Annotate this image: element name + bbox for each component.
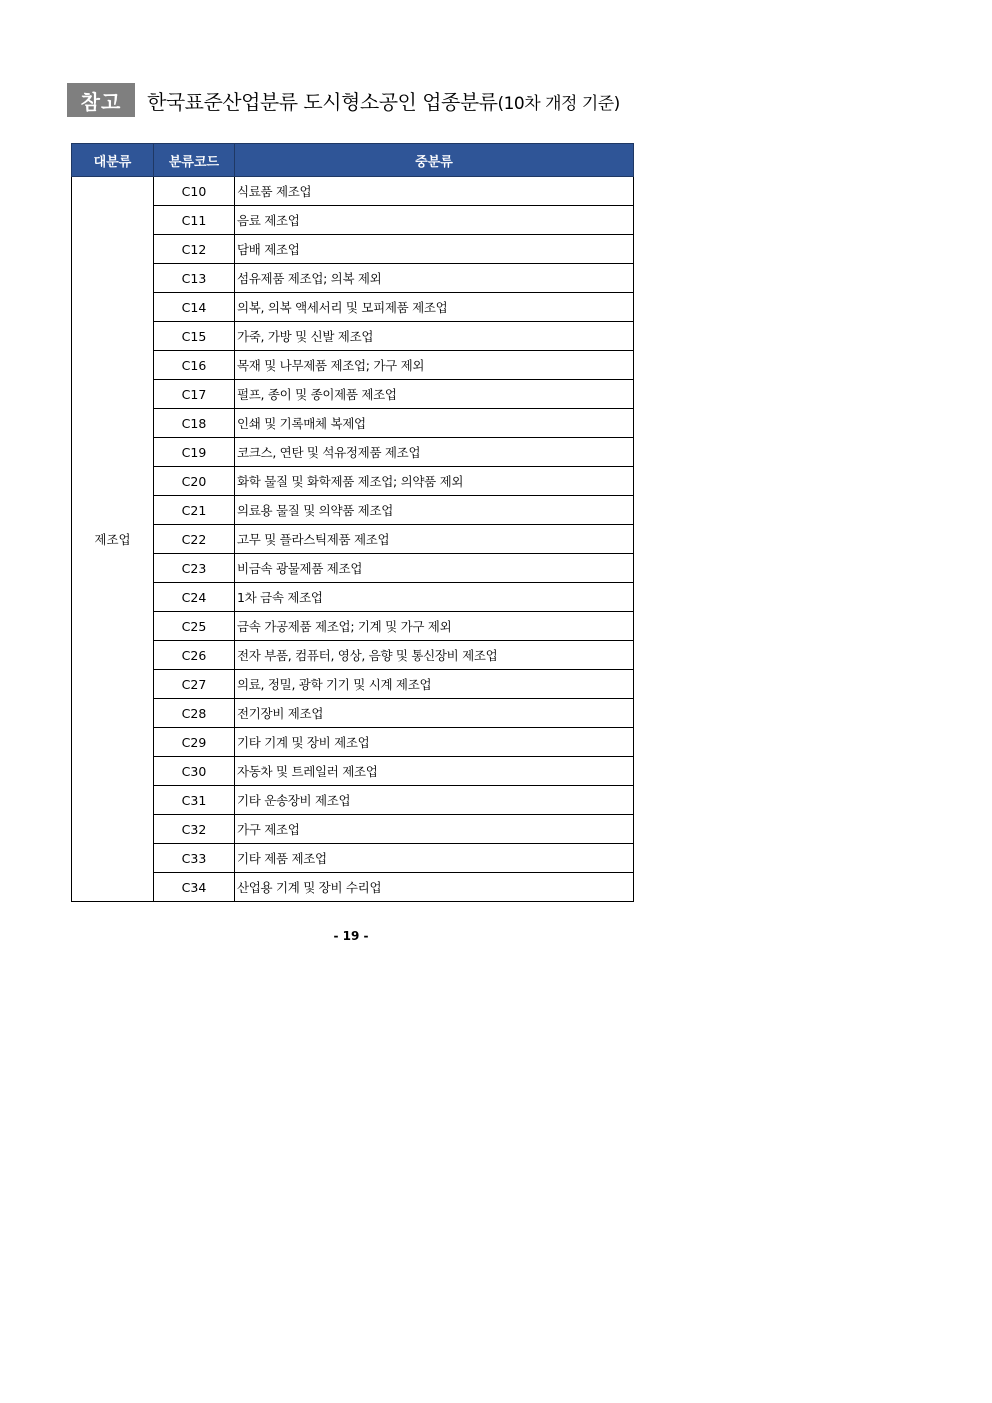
table-row (72, 670, 634, 699)
mid-category-cell: 가구 제조업 (235, 815, 634, 844)
table-body (72, 177, 634, 902)
table-row (72, 409, 634, 438)
document-title (67, 83, 620, 117)
table-row (72, 554, 634, 583)
mid-category-cell: 의복, 의복 액세서리 및 모피제품 제조업 (235, 293, 634, 322)
classification-code-cell: C16 (154, 351, 235, 380)
table-row (72, 206, 634, 235)
classification-code-cell: C27 (154, 670, 235, 699)
classification-code-cell: C32 (154, 815, 235, 844)
table-row (72, 525, 634, 554)
mid-category-cell: 기타 기계 및 장비 제조업 (235, 728, 634, 757)
table-row (72, 583, 634, 612)
table-row (72, 699, 634, 728)
table-row (72, 351, 634, 380)
classification-code-cell: C13 (154, 264, 235, 293)
table-row (72, 264, 634, 293)
classification-code-cell: C12 (154, 235, 235, 264)
table-row (72, 728, 634, 757)
classification-code-cell: C24 (154, 583, 235, 612)
table-row (72, 380, 634, 409)
mid-category-cell: 기타 제품 제조업 (235, 844, 634, 873)
classification-code-cell: C10 (154, 177, 235, 206)
title-text (147, 86, 620, 115)
mid-category-cell: 전기장비 제조업 (235, 699, 634, 728)
classification-code-cell: C30 (154, 757, 235, 786)
classification-code-cell: C11 (154, 206, 235, 235)
classification-code-cell: C28 (154, 699, 235, 728)
table-row (72, 757, 634, 786)
classification-code-cell: C34 (154, 873, 235, 902)
mid-category-cell: 고무 및 플라스틱제품 제조업 (235, 525, 634, 554)
header-classification-code: 분류코드 (154, 144, 235, 177)
mid-category-cell: 펄프, 종이 및 종이제품 제조업 (235, 380, 634, 409)
header-mid-category: 중분류 (235, 144, 634, 177)
header-major-category: 대분류 (72, 144, 154, 177)
table-row (72, 612, 634, 641)
table-row (72, 815, 634, 844)
mid-category-cell: 1차 금속 제조업 (235, 583, 634, 612)
table-header-row (72, 144, 634, 177)
mid-category-cell: 화학 물질 및 화학제품 제조업; 의약품 제외 (235, 467, 634, 496)
classification-code-cell: C31 (154, 786, 235, 815)
page-number: - 19 - (333, 929, 369, 943)
classification-code-cell: C22 (154, 525, 235, 554)
mid-category-cell: 인쇄 및 기록매체 복제업 (235, 409, 634, 438)
table-row (72, 438, 634, 467)
mid-category-cell: 금속 가공제품 제조업; 기계 및 가구 제외 (235, 612, 634, 641)
table-row (72, 641, 634, 670)
mid-category-cell: 자동차 및 트레일러 제조업 (235, 757, 634, 786)
mid-category-cell: 전자 부품, 컴퓨터, 영상, 음향 및 통신장비 제조업 (235, 641, 634, 670)
table-row (72, 322, 634, 351)
mid-category-cell: 산업용 기계 및 장비 수리업 (235, 873, 634, 902)
table-row (72, 293, 634, 322)
classification-code-cell: C17 (154, 380, 235, 409)
mid-category-cell: 비금속 광물제품 제조업 (235, 554, 634, 583)
table-row (72, 873, 634, 902)
mid-category-cell: 기타 운송장비 제조업 (235, 786, 634, 815)
classification-code-cell: C21 (154, 496, 235, 525)
classification-code-cell: C26 (154, 641, 235, 670)
table-row (72, 177, 634, 206)
classification-code-cell: C15 (154, 322, 235, 351)
title-main: 한국표준산업분류 도시형소공인 업종분류 (147, 89, 498, 114)
reference-badge: 참고 (67, 83, 135, 117)
mid-category-cell: 담배 제조업 (235, 235, 634, 264)
mid-category-cell: 섬유제품 제조업; 의복 제외 (235, 264, 634, 293)
table-row (72, 844, 634, 873)
table-row (72, 496, 634, 525)
mid-category-cell: 가죽, 가방 및 신발 제조업 (235, 322, 634, 351)
classification-code-cell: C25 (154, 612, 235, 641)
classification-code-cell: C23 (154, 554, 235, 583)
classification-code-cell: C18 (154, 409, 235, 438)
major-category-cell: 제조업 (72, 177, 154, 902)
mid-category-cell: 의료용 물질 및 의약품 제조업 (235, 496, 634, 525)
mid-category-cell: 목재 및 나무제품 제조업; 가구 제외 (235, 351, 634, 380)
mid-category-cell: 식료품 제조업 (235, 177, 634, 206)
table-row (72, 786, 634, 815)
classification-code-cell: C20 (154, 467, 235, 496)
mid-category-cell: 코크스, 연탄 및 석유정제품 제조업 (235, 438, 634, 467)
mid-category-cell: 음료 제조업 (235, 206, 634, 235)
industry-classification-table (71, 143, 634, 902)
classification-code-cell: C29 (154, 728, 235, 757)
classification-code-cell: C14 (154, 293, 235, 322)
title-sub: (10차 개정 기준) (497, 93, 620, 114)
mid-category-cell: 의료, 정밀, 광학 기기 및 시계 제조업 (235, 670, 634, 699)
table-row (72, 235, 634, 264)
classification-code-cell: C33 (154, 844, 235, 873)
table-row (72, 467, 634, 496)
classification-code-cell: C19 (154, 438, 235, 467)
